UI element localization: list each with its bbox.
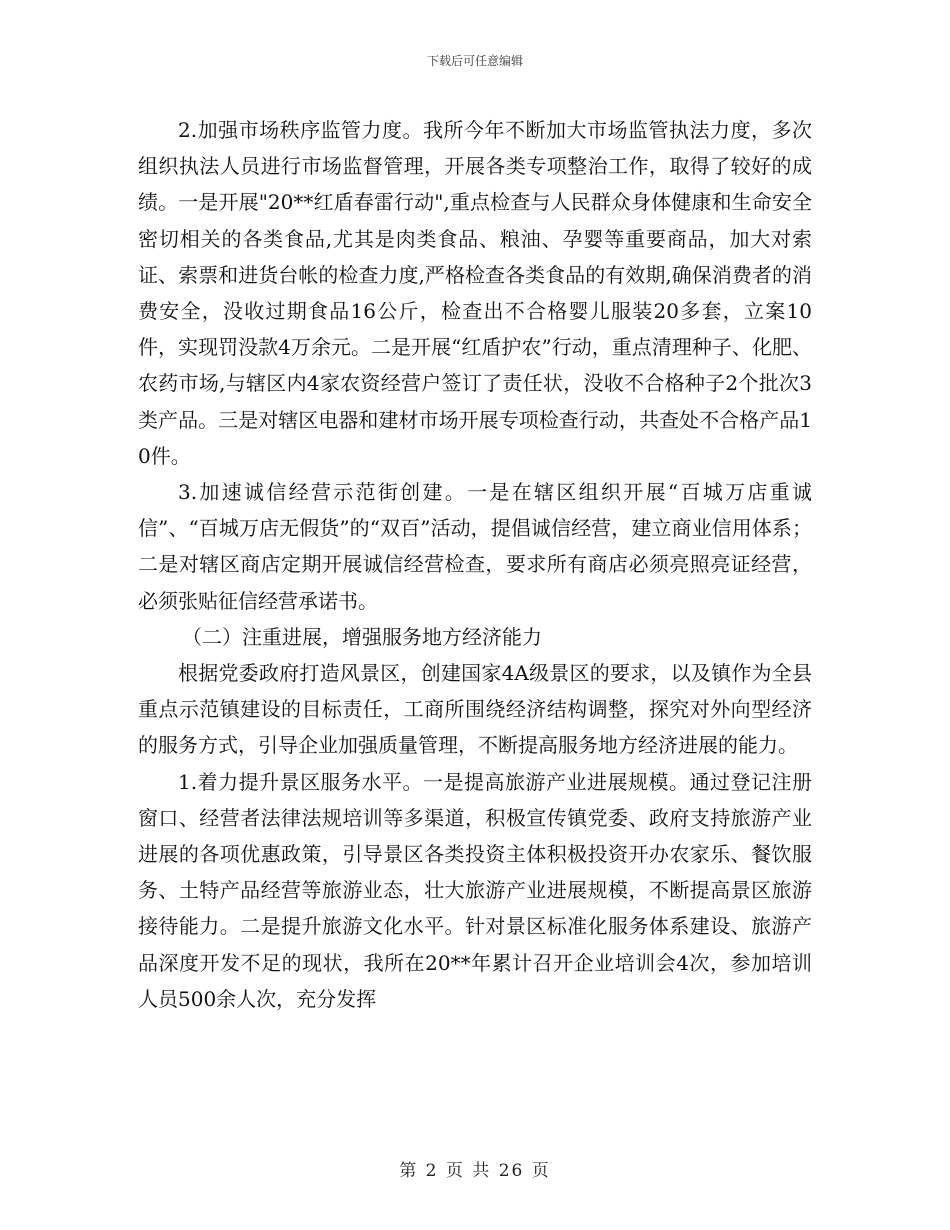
page-number-footer: 第 2 页 共 26 页: [399, 1161, 551, 1181]
paragraph-integrity-street: 3.加速诚信经营示范街创建。一是在辖区组织开展“百城万店重诚信”、“百城万店无假货”的“双百”活动，提倡诚信经营，建立商业信用体系；二是对辖区商店定期开展诚信经营检查，要求所有商店必须亮照亮证经营，必须张贴征信经营承诺书。: [138, 480, 812, 613]
page-header: 下载后可任意编辑: [426, 54, 523, 68]
document-body: [138, 112, 812, 1017]
paragraph-scenic-service: 1.着力提升景区服务水平。一是提高旅游产业进展规模。通过登记注册窗口、经营者法律法规培训等多渠道，积极宣传镇党委、政府支持旅游产业进展的各项优惠政策，引导景区各类投资主体积极投资开办农家乐、餐饮服务、土特产品经营等旅游业态，壮大旅游产业进展规模，不断提高景区旅游接待能力。二是提升旅游文化水平。针对景区标准化服务体系建设、旅游产品深度开发不足的现状，我所在20**年累计召开企业培训会4次，参加培训人员500余人次，充分发挥: [138, 769, 812, 1011]
section-subheading: （二）注重进展，增强服务地方经济能力: [182, 624, 542, 649]
paragraph-local-economy: 根据党委政府打造风景区，创建国家4A级景区的要求，以及镇作为全县重点示范镇建设的目标责任，工商所围绕经济结构调整，探究对外向型经济的服务方式，引导企业加强质量管理，不断提高服务地方经济进展的能力。: [138, 661, 812, 758]
paragraph-market-supervision: 2.加强市场秩序监管力度。我所今年不断加大市场监管执法力度，多次组织执法人员进行市场监督管理，开展各类专项整治工作，取得了较好的成绩。一是开展"20**红盾春雷行动",重点检查与人民群众身体健康和生命安全密切相关的各类食品,尤其是肉类食品、粮油、孕婴等重要商品，加大对索证、索票和进货台帐的检查力度,严格检查各类食品的有效期,确保消费者的消费安全，没收过期食品16公斤，检查出不合格婴儿服装20多套，立案10件，实现罚没款4万余元。二是开展“红盾护农”行动，重点清理种子、化肥、农药市场,与辖区内4家农资经营户签订了责任状，没收不合格种子2个批次3类产品。三是对辖区电器和建材市场开展专项检查行动，共查处不合格产品10件。: [138, 118, 812, 468]
